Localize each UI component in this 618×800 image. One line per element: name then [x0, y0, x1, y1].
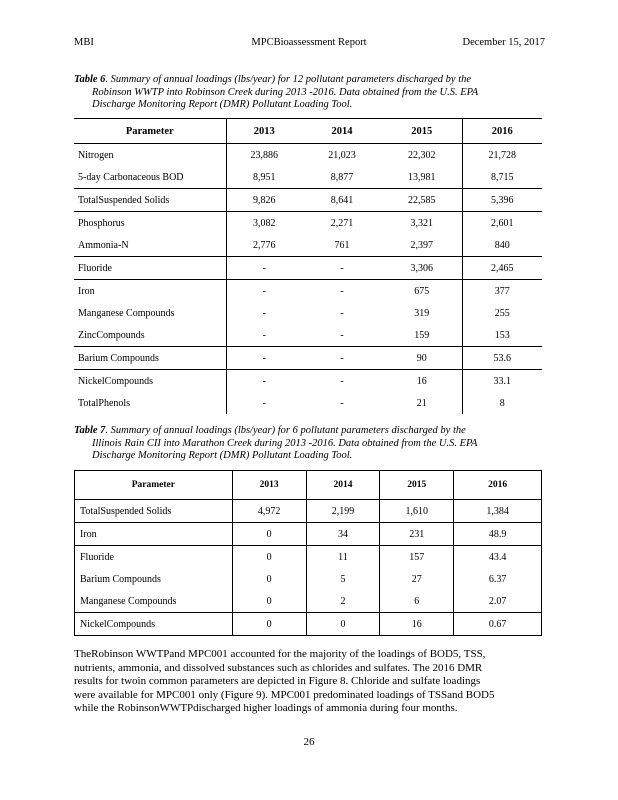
table6	[74, 118, 542, 414]
table-row	[74, 324, 542, 347]
header-title: MPCBioassessment Report	[251, 37, 367, 48]
value-cell: 2,271	[302, 212, 382, 235]
table7-caption-line2: Illinois Rain CII into Marathon Creek during 2013 -2016. Data obtained from the U.S. EPA	[92, 437, 478, 449]
parameter-cell: NickelCompounds	[75, 613, 233, 636]
value-cell: 159	[382, 324, 462, 347]
table-row	[74, 370, 542, 393]
value-cell: 0	[232, 568, 306, 590]
value-cell: 675	[382, 280, 462, 303]
value-cell: -	[226, 257, 302, 280]
value-cell: 16	[380, 613, 454, 636]
table6-header-2014: 2014	[302, 119, 382, 144]
value-cell: 1,610	[380, 500, 454, 523]
value-cell: 48.9	[454, 523, 542, 546]
value-cell: 8,951	[253, 171, 276, 183]
summary-paragraph	[74, 648, 546, 716]
value-cell: 8,877	[330, 171, 354, 183]
value-cell: 1,384	[486, 505, 509, 517]
value-cell: 27	[380, 568, 454, 590]
parameter-cell: 5-day Carbonaceous BOD	[74, 166, 226, 189]
value-cell: 0.67	[454, 613, 542, 636]
value-cell: -	[340, 329, 344, 341]
value-cell: 4,972	[232, 500, 306, 523]
value-cell: 2,601	[462, 212, 542, 235]
value-cell: -	[340, 397, 344, 409]
value-cell: 5	[306, 568, 380, 590]
parameter-cell: Iron	[75, 523, 233, 546]
table-row	[75, 546, 542, 569]
value-cell: 43.4	[454, 546, 542, 569]
value-cell: 840	[494, 239, 510, 251]
value-cell: -	[302, 257, 382, 280]
parameter-cell: Iron	[74, 280, 226, 303]
table6-header-2013: 2013	[226, 119, 302, 144]
table-row	[75, 568, 542, 590]
table6-caption-line1: . Summary of annual loadings (lbs/year) for 12 pollutant parameters discharged by the	[105, 74, 472, 85]
value-cell: -	[226, 347, 302, 370]
table7-caption-line3: Discharge Monitoring Report (DMR) Pollutant Loading Tool.	[92, 450, 353, 461]
value-cell: 377	[462, 280, 542, 303]
table7-body	[75, 500, 542, 636]
table7-caption-line1: . Summary of annual loadings (lbs/year) for 6 pollutant parameters discharged by the	[105, 425, 466, 436]
value-cell: 21,728	[488, 149, 516, 161]
value-cell: -	[262, 329, 266, 341]
value-cell: -	[302, 347, 382, 370]
table-row	[75, 613, 542, 636]
parameter-cell: Phosphorus	[74, 212, 226, 235]
value-cell: 5,396	[462, 189, 542, 212]
table7-header-2016: 2016	[454, 471, 542, 500]
table7-caption-label: Table 7	[74, 425, 106, 436]
value-cell: 319	[382, 302, 462, 324]
value-cell: 3,321	[382, 212, 462, 235]
paragraph-line-2: nutrients, ammonia, and dissolved substances such as chlorides and sulfates. The 2016 DMR	[74, 661, 483, 674]
paragraph-line-5: while the RobinsonWWTPdischarged higher loadings of ammonia during four months.	[74, 702, 458, 715]
parameter-cell: TotalSuspended Solids	[75, 500, 233, 523]
value-cell: 3,306	[382, 257, 462, 280]
value-cell: 21	[382, 392, 462, 414]
parameter-cell: Barium Compounds	[74, 347, 226, 370]
value-cell: 0	[232, 546, 306, 569]
paragraph-line-4: were available for MPC001 only (Figure 9). MPC001 predominated loadings of TSSand BOD5	[74, 688, 495, 701]
value-cell: 2	[306, 590, 380, 613]
value-cell: 11	[306, 546, 380, 569]
value-cell: 0	[232, 523, 306, 546]
table-row	[74, 166, 542, 189]
table6-caption-label: Table 6	[74, 74, 106, 85]
value-cell: 16	[382, 370, 462, 393]
table7-header-row	[75, 471, 542, 500]
table7-caption	[74, 425, 542, 463]
value-cell: 255	[494, 307, 510, 319]
value-cell: 34	[306, 523, 380, 546]
table6-caption-line2: Robinson WWTP into Robinson Creek during 2013 -2016. Data obtained from the U.S. EPA	[92, 86, 479, 98]
value-cell: -	[262, 307, 266, 319]
value-cell: 22,585	[382, 189, 462, 212]
value-cell: 2,199	[306, 500, 380, 523]
value-cell: 33.1	[462, 370, 542, 393]
value-cell: 2,465	[462, 257, 542, 280]
value-cell: -	[226, 280, 302, 303]
value-cell: 2.07	[488, 595, 507, 607]
value-cell: 0	[306, 613, 380, 636]
value-cell: -	[262, 397, 266, 409]
value-cell: 23,886	[250, 149, 278, 161]
value-cell: 13,981	[382, 166, 462, 189]
value-cell: 0	[232, 613, 306, 636]
table-row	[74, 189, 542, 212]
table-row	[75, 590, 542, 613]
value-cell: 9,826	[226, 189, 302, 212]
value-cell: 8,715	[491, 171, 514, 183]
value-cell: 2,776	[253, 239, 276, 251]
table-row	[75, 500, 542, 523]
table-row	[74, 347, 542, 370]
value-cell: 90	[382, 347, 462, 370]
value-cell: 0	[232, 590, 306, 613]
table-row	[74, 144, 542, 167]
parameter-cell: TotalSuspended Solids	[74, 189, 226, 212]
table6-header-2016: 2016	[462, 119, 542, 144]
table6-header-row	[74, 119, 542, 144]
parameter-cell: Barium Compounds	[75, 568, 233, 590]
header-org: MBI	[74, 37, 94, 48]
table-row	[74, 234, 542, 257]
table-row	[74, 212, 542, 235]
parameter-cell: Nitrogen	[74, 144, 226, 167]
parameter-cell: Ammonia-N	[74, 234, 226, 257]
value-cell: 6	[380, 590, 454, 613]
parameter-cell: Fluoride	[74, 257, 226, 280]
header-date: December 15, 2017	[462, 37, 545, 48]
value-cell: -	[302, 280, 382, 303]
parameter-cell: NickelCompounds	[74, 370, 226, 393]
table-row	[74, 280, 542, 303]
parameter-cell: Manganese Compounds	[74, 302, 226, 324]
table6-body	[74, 144, 542, 415]
value-cell: 231	[380, 523, 454, 546]
value-cell: 3,082	[226, 212, 302, 235]
parameter-cell: Fluoride	[75, 546, 233, 569]
table6-caption-line3: Discharge Monitoring Report (DMR) Pollutant Loading Tool.	[92, 99, 353, 110]
value-cell: -	[302, 370, 382, 393]
value-cell: -	[340, 307, 344, 319]
table7-header-2015: 2015	[380, 471, 454, 500]
parameter-cell: Manganese Compounds	[75, 590, 233, 613]
value-cell: 761	[334, 239, 350, 251]
table6-header-parameter: Parameter	[74, 119, 226, 144]
table-row	[75, 523, 542, 546]
paragraph-line-1: TheRobinson WWTPand MPC001 accounted for the majority of the loadings of BOD5, TSS,	[74, 648, 486, 660]
parameter-cell: ZincCompounds	[74, 324, 226, 347]
table7-header-2013: 2013	[232, 471, 306, 500]
table-row	[74, 302, 542, 324]
table7-header-parameter: Parameter	[75, 471, 233, 500]
paragraph-line-3: results for twoin common parameters are depicted in Figure 8. Chloride and sulfate loadings	[74, 675, 481, 688]
value-cell: 21,023	[328, 149, 356, 161]
value-cell: 6.37	[488, 573, 507, 585]
value-cell: 22,302	[382, 144, 462, 167]
table6-caption	[74, 74, 542, 112]
page-number: 26	[303, 736, 315, 748]
value-cell: 2,397	[382, 234, 462, 257]
parameter-cell: TotalPhenols	[74, 392, 226, 414]
table7-header-2014: 2014	[306, 471, 380, 500]
table-row	[74, 392, 542, 414]
value-cell: -	[226, 370, 302, 393]
value-cell: 157	[380, 546, 454, 569]
value-cell: 8,641	[302, 189, 382, 212]
value-cell: 53.6	[462, 347, 542, 370]
value-cell: 8	[499, 397, 505, 409]
table6-header-2015: 2015	[382, 119, 462, 144]
value-cell: 153	[494, 329, 510, 341]
table-row	[74, 257, 542, 280]
table7	[74, 470, 542, 636]
